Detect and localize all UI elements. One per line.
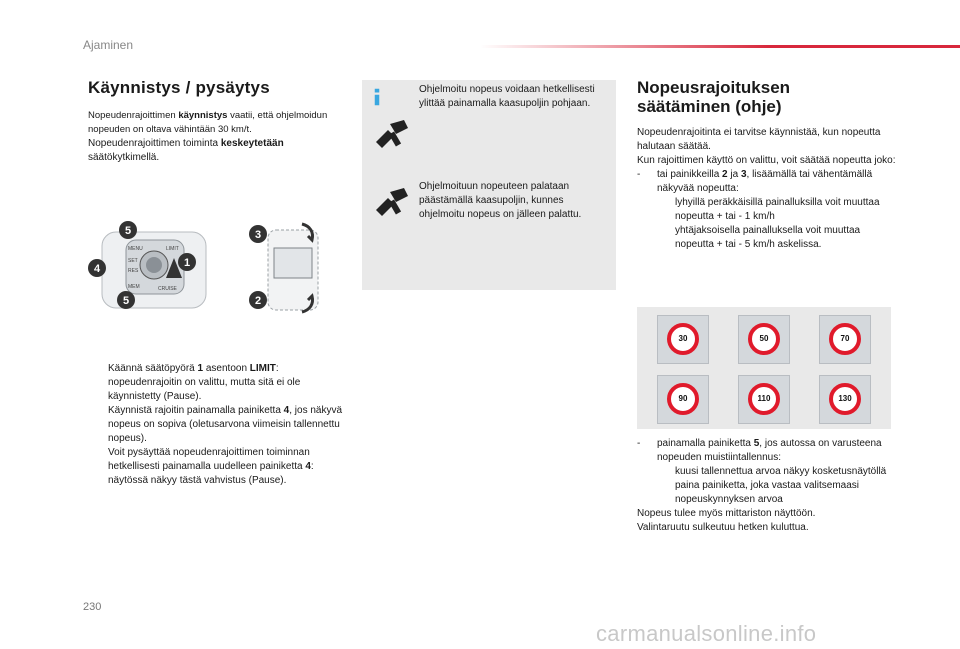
- adjust-paragraph-1: Nopeudenrajoitinta ei tarvitse käynnistää, kun nopeutta halutaan säätää.: [637, 127, 881, 152]
- speed-sign: 30: [657, 315, 709, 364]
- adjust-sub-long-press: yhtäjaksoisella painalluksella voit muuttaa nopeutta + tai - 5 km/h askelissa.: [675, 225, 861, 250]
- memory-sub-display: kuusi tallennettua arvoa näkyy kosketusnäytöllä: [675, 466, 887, 477]
- memory-paragraph-1: Nopeus tulee myös mittariston näyttöön.: [637, 508, 816, 519]
- start-stop-steps: [88, 362, 350, 488]
- label-limit: LIMIT: [166, 246, 179, 252]
- speed-sign: 130: [819, 375, 871, 424]
- step-1: Käännä säätöpyörä 1 asentoon LIMIT: nopeudenrajoitin on valittu, mutta sitä ei ole käynnistetty (Pause).: [108, 363, 301, 402]
- step-3: Voit pysäyttää nopeudenrajoittimen toiminnan hetkellisesti painamalla uudelleen painiketta 4: näytössä näkyy tästä vahvistus (Pause).: [108, 447, 314, 486]
- memory-sub-select: paina painiketta, joka vastaa valitsemaasi nopeuskynnyksen arvoa: [675, 480, 859, 505]
- callout-4: [88, 259, 106, 277]
- adjust-sub-short-press: lyhyillä peräkkäisillä painalluksilla voit muuttaa nopeutta + tai - 1 km/h: [675, 197, 880, 222]
- foot-pedal-release-icon: [372, 186, 412, 220]
- page-number: 230: [83, 601, 102, 613]
- speed-sign: 110: [738, 375, 790, 424]
- memory-paragraph-2: Valintaruutu sulkeutuu hetken kuluttua.: [637, 522, 809, 533]
- adjust-option-buttons: - tai painikkeilla 2 ja 3, lisäämällä tai vähentämällä näkyvää nopeutta:: [637, 169, 873, 194]
- adjust-text: [637, 126, 897, 252]
- foot-pedal-icon: [372, 118, 412, 152]
- speed-sign-grid: [637, 307, 891, 429]
- section-header: Ajaminen: [83, 38, 134, 52]
- svg-text:5: 5: [124, 225, 132, 237]
- info-icon: [374, 86, 380, 108]
- svg-text:1: 1: [183, 257, 191, 269]
- info-box: [362, 80, 616, 290]
- section-title-start-stop: Käynnistys / pysäytys: [88, 78, 270, 97]
- speed-sign: 90: [657, 375, 709, 424]
- intro-text: [88, 109, 348, 165]
- label-res: RES: [128, 268, 139, 274]
- info-text-return: Ohjelmoituun nopeuteen palataan päästämällä kaasupoljin, kunnes ohjelmoitu nopeus on jälleen palattu.: [419, 181, 582, 220]
- intro-paragraph-1: Nopeudenrajoittimen käynnistys vaatii, että ohjelmoidun nopeuden on oltava vähintään 30 km/t.: [88, 110, 328, 135]
- info-text-overspeed: Ohjelmoitu nopeus voidaan hetkellisesti ylittää painamalla kaasupoljin pohjaan.: [419, 84, 595, 109]
- step-2: Käynnistä rajoitin painamalla painiketta 4, jos näkyvä nopeus on sopiva (oletusarvona viimeisin tallennettu nopeus).: [108, 405, 343, 444]
- header-accent-line: [480, 45, 960, 48]
- callout-5-bottom: [117, 291, 135, 309]
- memory-text: [637, 437, 899, 535]
- svg-text:5: 5: [122, 295, 130, 307]
- svg-text:2: 2: [254, 295, 262, 307]
- callout-3: [249, 225, 267, 243]
- steering-control-illustration: [88, 218, 350, 318]
- memory-option: - painamalla painiketta 5, jos autossa on varusteena nopeuden muistiintallennus:: [637, 438, 882, 463]
- label-cruise: CRUISE: [158, 286, 177, 292]
- svg-text:3: 3: [254, 229, 262, 241]
- speed-sign: 70: [819, 315, 871, 364]
- callout-5-top: [119, 221, 137, 239]
- label-menu: MENU: [128, 246, 143, 252]
- section-title-adjust: Nopeusrajoituksen säätäminen (ohje): [637, 78, 791, 116]
- svg-text:4: 4: [93, 263, 101, 275]
- callout-2: [249, 291, 267, 309]
- speed-sign: 50: [738, 315, 790, 364]
- label-mem: MEM: [128, 284, 140, 290]
- label-set: SET: [128, 258, 138, 264]
- adjust-paragraph-2: Kun rajoittimen käyttö on valittu, voit säätää nopeutta joko:: [637, 155, 896, 166]
- watermark: carmanualsonline.info: [596, 621, 817, 646]
- intro-paragraph-2: Nopeudenrajoittimen toiminta keskeytetään säätökytkimellä.: [88, 138, 284, 163]
- callout-1: [178, 253, 196, 271]
